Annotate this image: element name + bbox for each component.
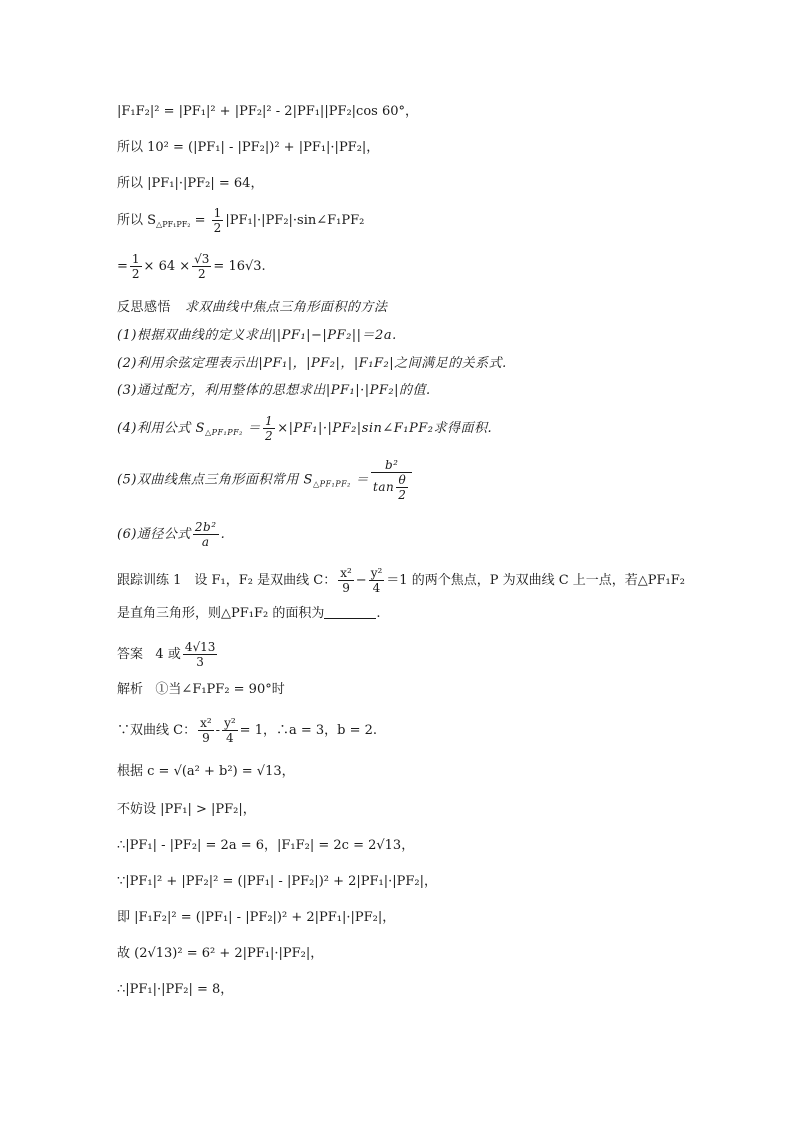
fraction-numerator: x² (340, 566, 352, 580)
fraction-numerator: 1 (213, 206, 222, 220)
fraction-numerator: x² (200, 716, 212, 730)
solution-line-2 (117, 716, 377, 745)
equation-cosine-law: |F₁F₂|² = |PF₁|² + |PF₂|² - 2|PF₁||PF₂|cos 60°， (117, 104, 419, 119)
fraction-denominator: 9 (202, 731, 210, 745)
fraction-numerator: 2b² (194, 520, 217, 534)
solution-line-5: ∴|PF₁| - |PF₂| = 2a = 6，|F₁F₂| = 2c = 2√13， (117, 838, 415, 853)
fraction-denominator (371, 473, 412, 502)
fraction-sqrt3-half (192, 252, 211, 281)
fraction-denominator: 3 (196, 655, 204, 669)
fraction-numerator: 1 (131, 252, 140, 266)
area-prefix: 所以 S (117, 213, 157, 228)
answer-line (117, 640, 219, 669)
fraction-denominator: 4 (372, 581, 381, 595)
fraction-denominator: 2 (213, 221, 222, 235)
step6-prefix: (6)通径公式 (117, 527, 191, 542)
area-expression: |PF₁|·|PF₂|·sin∠F₁PF₂ (225, 213, 365, 228)
step4-subscript: △PF₁PF₂ (204, 428, 243, 437)
fraction-denominator: 9 (342, 581, 350, 595)
fraction-denominator: 2 (197, 267, 206, 281)
fraction-denominator: a (201, 535, 210, 549)
multiply-term: × 64 × (143, 259, 191, 274)
answer-blank (324, 606, 376, 619)
step5-subscript: △PF₁PF₂ (312, 479, 351, 489)
fraction-half (130, 252, 142, 281)
fraction-y2-4 (222, 716, 238, 745)
fraction-numerator: b² (371, 458, 412, 473)
solution-line-4: 不妨设 |PF₁| > |PF₂|， (117, 802, 256, 817)
solution-case-1: ①当∠F₁PF₂ = 90°时 (155, 682, 285, 697)
method-step-1: (1)根据双曲线的定义求出||PF₁|−|PF₂||＝2a. (117, 328, 397, 343)
step4-rest: ×|PF₁|·|PF₂|sin∠F₁PF₂求得面积. (277, 421, 493, 436)
tan-label: tan (373, 480, 395, 494)
method-step-2: (2)利用余弦定理表示出|PF₁|，|PF₂|，|F₁F₂|之间满足的关系式. (117, 356, 507, 371)
fraction-numerator: 4√13 (184, 640, 216, 654)
exercise-line-1 (117, 566, 685, 595)
equation-product: 所以 |PF₁|·|PF₂| = 64， (117, 176, 264, 191)
answer-value: 4 或 (155, 647, 181, 662)
fraction-answer (183, 640, 218, 669)
solution-line-9: ∴|PF₁|·|PF₂| = 8， (117, 982, 234, 997)
equals-sign: = (117, 259, 128, 274)
equation-expand: 所以 10² = (|PF₁| - |PF₂|)² + |PF₁|·|PF₂|， (117, 140, 380, 155)
solution-heading (117, 682, 285, 698)
fraction-numerator: 1 (265, 414, 274, 428)
fraction-latus-rectum (193, 520, 219, 549)
answer-label: 答案 (117, 647, 144, 662)
equals-sign: = (194, 213, 206, 228)
fraction-half (212, 206, 224, 235)
exercise-prefix: 跟踪训练 1 设 F₁，F₂ 是双曲线 C： (117, 573, 337, 588)
equals-sign: ＝ (247, 421, 262, 436)
method-step-5 (117, 458, 414, 502)
exercise-suffix: . (376, 606, 381, 621)
reflection-heading (117, 300, 387, 316)
equation-area-formula (117, 206, 364, 235)
minus-sign: − (355, 573, 367, 588)
exercise-rest: ＝1 的两个焦点，P 为双曲线 C 上一点，若△PF₁F₂ (386, 573, 685, 588)
solution-rest: = 1，∴a = 3，b = 2. (239, 723, 378, 738)
exercise-question: 是直角三角形，则△PF₁F₂ 的面积为 (117, 606, 325, 621)
area-result: = 16√3. (213, 259, 266, 274)
fraction-x2-9 (338, 566, 354, 595)
fraction-numerator: θ (396, 473, 408, 488)
fraction-denominator: 2 (265, 429, 274, 443)
fraction-denominator: 4 (226, 731, 234, 745)
method-step-6 (117, 520, 225, 549)
solution-line-6: ∵|PF₁|² + |PF₂|² = (|PF₁| - |PF₂|)² + 2|PF₁|·|PF₂|， (117, 874, 438, 889)
method-step-3: (3)通过配方，利用整体的思想求出|PF₁|·|PF₂|的值. (117, 383, 431, 398)
fraction-half (263, 414, 275, 443)
exercise-line-2 (117, 606, 380, 622)
step4-prefix: (4)利用公式 S (117, 421, 205, 436)
solution-label: 解析 (117, 682, 144, 697)
fraction-b2-tan (371, 458, 412, 502)
solution-line-3: 根据 c = √(a² + b²) = √13， (117, 764, 295, 779)
fraction-denominator: 2 (398, 488, 407, 502)
solution-line-8: 故 (2√13)² = 6² + 2|PF₁|·|PF₂|， (117, 946, 324, 961)
step6-suffix: . (220, 527, 226, 542)
equals-sign: ＝ (355, 472, 370, 488)
minus-sign: - (215, 723, 221, 738)
fraction-numerator: y² (370, 566, 383, 580)
fraction-numerator: √3 (194, 252, 210, 266)
fraction-numerator: y² (224, 716, 236, 730)
fraction-y2-4 (369, 566, 385, 595)
fraction-x2-9 (198, 716, 214, 745)
equation-area-value (117, 252, 266, 281)
fraction-denominator: 2 (131, 267, 140, 281)
reflection-title: 反思感悟 (117, 300, 172, 315)
solution-line-7: 即 |F₁F₂|² = (|PF₁| - |PF₂|)² + 2|PF₁|·|PF₂|， (117, 910, 396, 925)
solution-prefix: ∵双曲线 C： (117, 723, 197, 738)
reflection-subtitle: 求双曲线中焦点三角形面积的方法 (184, 300, 388, 315)
area-subscript: △PF₁PF₂ (156, 220, 191, 229)
step5-prefix: (5)双曲线焦点三角形面积常用 S (117, 472, 313, 488)
method-step-4 (117, 414, 492, 443)
fraction-theta-half (396, 473, 408, 502)
